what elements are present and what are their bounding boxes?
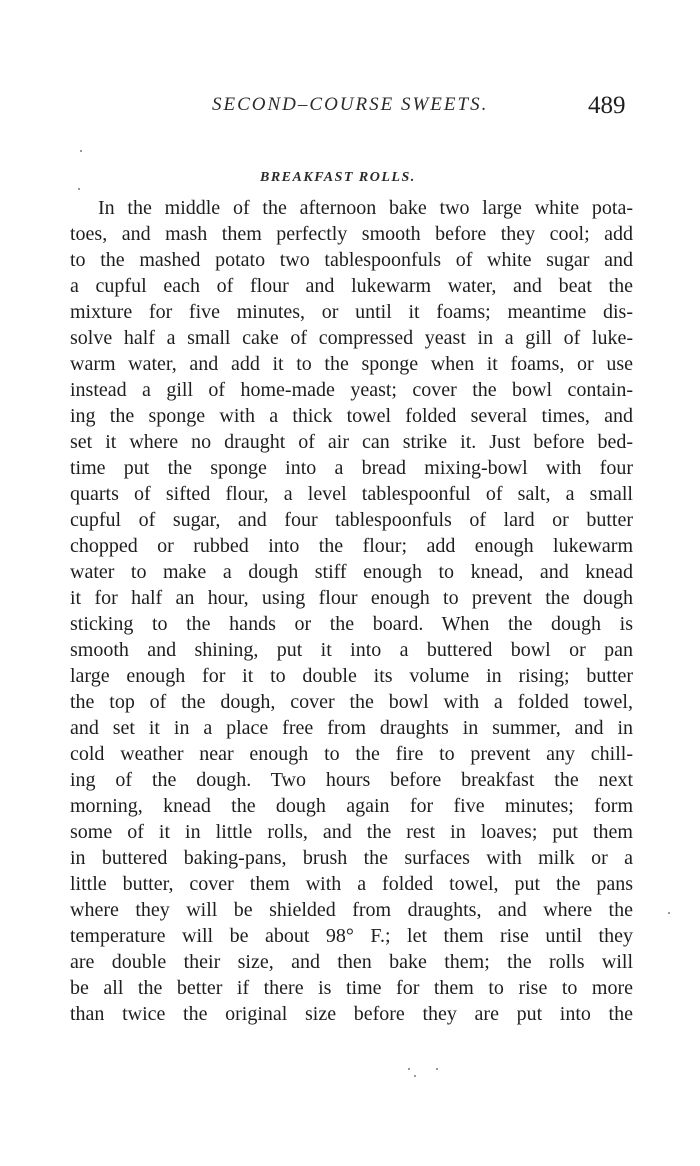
running-title: SECOND–COURSE SWEETS. <box>212 94 489 115</box>
paper-speck <box>436 1068 438 1070</box>
paper-speck <box>78 188 80 190</box>
text-line: mixture for five minutes, or until it foams; meantime dis- <box>70 301 633 323</box>
text-line: warm water, and add it to the sponge when it foams, or use <box>70 353 633 375</box>
paper-speck <box>414 1075 416 1077</box>
body-paragraph <box>70 195 633 1027</box>
text-line: it for half an hour, using flour enough to prevent the dough <box>70 587 633 609</box>
text-line: to the mashed potato two tablespoonfuls of white sugar and <box>70 249 633 271</box>
text-line: the top of the dough, cover the bowl with a folded towel, <box>70 691 633 713</box>
text-line: and set it in a place free from draughts in summer, and in <box>70 717 633 739</box>
text-line: morning, knead the dough again for five minutes; form <box>70 795 633 817</box>
text-line: smooth and shining, put it into a buttered bowl or pan <box>70 639 633 661</box>
text-line: chopped or rubbed into the flour; add enough lukewarm <box>70 535 633 557</box>
text-line: large enough for it to double its volume in rising; butter <box>70 665 633 687</box>
text-line: a cupful each of flour and lukewarm water, and beat the <box>70 275 633 297</box>
text-line: set it where no draught of air can strike it. Just before bed- <box>70 431 633 453</box>
section-title: BREAKFAST ROLLS. <box>260 170 416 185</box>
text-line: ing of the dough. Two hours before breakfast the next <box>70 769 633 791</box>
paper-speck <box>80 150 82 152</box>
text-line: quarts of sifted flour, a level tablespoonful of salt, a small <box>70 483 633 505</box>
paper-speck <box>408 1068 410 1070</box>
text-line: In the middle of the afternoon bake two large white pota- <box>98 197 633 219</box>
text-line: sticking to the hands or the board. When the dough is <box>70 613 633 635</box>
running-head <box>0 92 700 122</box>
text-line: toes, and mash them perfectly smooth before they cool; add <box>70 223 633 245</box>
text-line: solve half a small cake of compressed yeast in a gill of luke- <box>70 327 633 349</box>
text-line: than twice the original size before they are put into the <box>70 1003 633 1025</box>
text-line: cupful of sugar, and four tablespoonfuls of lard or butter <box>70 509 633 531</box>
text-line: are double their size, and then bake them; the rolls will <box>70 951 633 973</box>
page-number: 489 <box>588 92 626 119</box>
text-line: be all the better if there is time for them to rise to more <box>70 977 633 999</box>
text-line: in buttered baking-pans, brush the surfaces with milk or a <box>70 847 633 869</box>
text-line: instead a gill of home-made yeast; cover the bowl contain- <box>70 379 633 401</box>
text-line: cold weather near enough to the fire to prevent any chill- <box>70 743 633 765</box>
text-line: where they will be shielded from draughts, and where the <box>70 899 633 921</box>
text-line: ing the sponge with a thick towel folded several times, and <box>70 405 633 427</box>
text-line: temperature will be about 98° F.; let them rise until they <box>70 925 633 947</box>
text-line: water to make a dough stiff enough to knead, and knead <box>70 561 633 583</box>
text-line: time put the sponge into a bread mixing-bowl with four <box>70 457 633 479</box>
text-line: some of it in little rolls, and the rest in loaves; put them <box>70 821 633 843</box>
text-line: little butter, cover them with a folded towel, put the pans <box>70 873 633 895</box>
paper-speck <box>668 912 670 914</box>
